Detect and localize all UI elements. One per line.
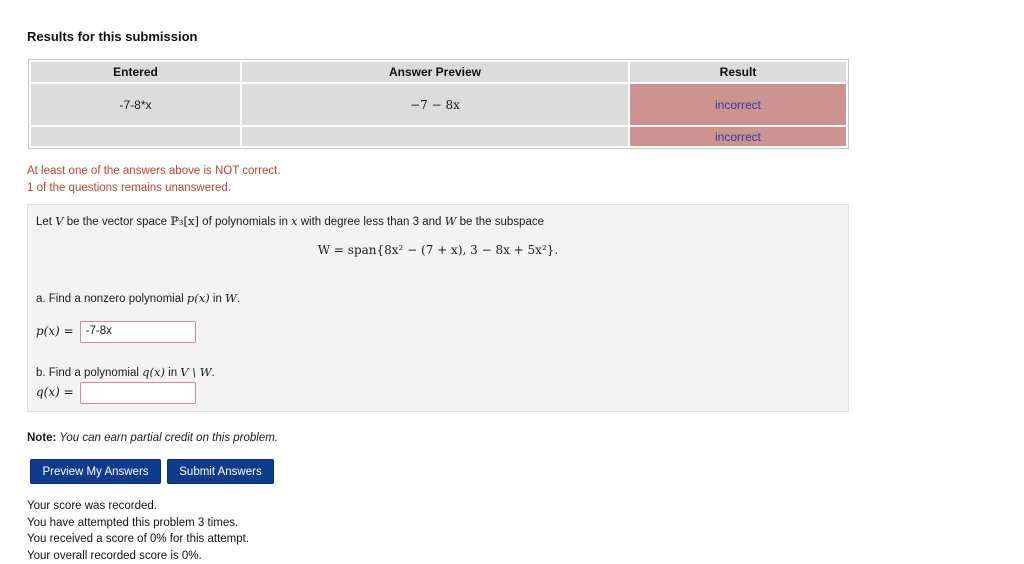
preview-answers-button[interactable]: Preview My Answers xyxy=(30,459,161,484)
answer-preview-cell xyxy=(242,127,628,146)
status-line: You have attempted this problem 3 times. xyxy=(27,515,249,532)
result-cell: incorrect xyxy=(630,127,846,146)
problem-text: with degree less than 3 and xyxy=(298,216,445,228)
math-P3: ℙ₃[x] xyxy=(170,214,199,228)
part-b-text: in xyxy=(165,367,180,379)
header-entered: Entered xyxy=(31,62,240,82)
subspace-equation: W = span{8x² − (7 + x), 3 − 8x + 5x²}. xyxy=(28,243,848,257)
table-row xyxy=(31,127,846,146)
table-row xyxy=(31,84,846,125)
answer-row-p xyxy=(36,321,196,343)
math-W: W xyxy=(225,291,237,305)
part-a-prompt xyxy=(36,291,240,305)
math-x: x xyxy=(291,214,298,228)
label-p-of-x: p(x) = xyxy=(36,324,74,338)
feedback-line-unanswered: 1 of the questions remains unanswered. xyxy=(27,180,281,197)
math-V-minus-W: V \ W xyxy=(180,365,211,379)
math-q-of-x: q(x) xyxy=(142,365,165,379)
label-q-of-x: q(x) = xyxy=(36,385,74,399)
header-answer-preview: Answer Preview xyxy=(242,62,628,82)
results-header-row xyxy=(31,62,846,82)
result-cell: incorrect xyxy=(630,84,846,125)
note-label: Note: xyxy=(27,432,56,444)
answer-input-p[interactable]: -7-8x xyxy=(80,321,196,343)
part-a-text: . xyxy=(237,293,240,305)
header-result: Result xyxy=(630,62,846,82)
entered-cell: -7-8*x xyxy=(31,84,240,125)
problem-text: Let xyxy=(36,216,55,228)
page-title: Results for this submission xyxy=(27,29,197,44)
math-W: W xyxy=(445,214,457,228)
part-b-text: b. Find a polynomial xyxy=(36,367,142,379)
math-V: V xyxy=(55,214,63,228)
entered-cell xyxy=(31,127,240,146)
problem-statement xyxy=(36,214,544,228)
submit-answers-button[interactable]: Submit Answers xyxy=(167,459,274,484)
part-a-text: a. Find a nonzero polynomial xyxy=(36,293,187,305)
answer-input-q[interactable] xyxy=(80,382,196,404)
part-b-prompt xyxy=(36,365,215,379)
feedback-message xyxy=(27,163,281,197)
status-line: Your score was recorded. xyxy=(27,498,249,515)
note-text: You can earn partial credit on this problem. xyxy=(56,432,278,444)
math-p-of-x: p(x) xyxy=(187,291,210,305)
problem-text: be the subspace xyxy=(456,216,544,228)
problem-box xyxy=(27,204,849,412)
part-b-text: . xyxy=(212,367,215,379)
score-status xyxy=(27,498,249,564)
status-line: You received a score of 0% for this attempt. xyxy=(27,531,249,548)
problem-text: of polynomials in xyxy=(199,216,291,228)
feedback-line-incorrect: At least one of the answers above is NOT correct. xyxy=(27,163,281,180)
status-line: Your overall recorded score is 0%. xyxy=(27,548,249,564)
partial-credit-note xyxy=(27,432,278,444)
problem-text: be the vector space xyxy=(64,216,171,228)
results-table xyxy=(28,59,849,149)
answer-preview-cell: −7 − 8x xyxy=(242,84,628,125)
answer-row-q xyxy=(36,382,196,404)
part-a-text: in xyxy=(210,293,225,305)
